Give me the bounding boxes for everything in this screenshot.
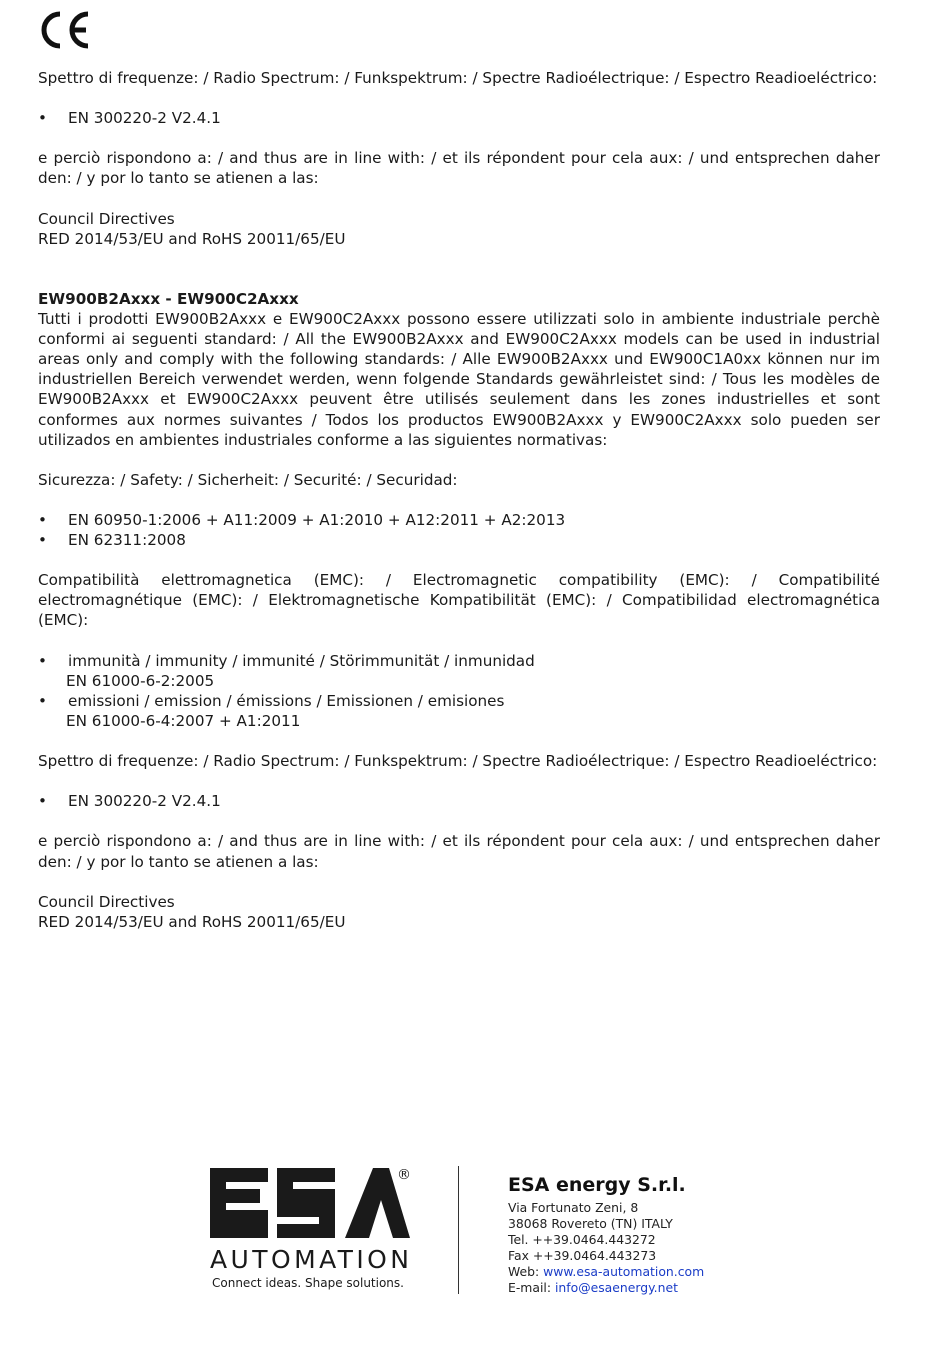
email-label: E-mail: bbox=[508, 1279, 555, 1295]
emc-list bbox=[38, 651, 880, 731]
directives-text: RED 2014/53/EU and RoHS 20011/65/EU bbox=[38, 229, 346, 248]
logo-tagline: Connect ideas. Shape solutions. bbox=[212, 1276, 404, 1290]
registered-mark: ® bbox=[397, 1167, 411, 1183]
safety-title: Sicurezza: / Safety: / Sicherheit: / Securité: / Securidad: bbox=[38, 470, 458, 489]
web-label: Web: bbox=[508, 1263, 544, 1279]
conformity-statement: e perciò rispondono a: / and thus are in line with: / et ils répondent pour cela aux: / und entsprechen daher den: / y por lo tanto se atienen a las: bbox=[38, 832, 880, 871]
phone: Tel. ++39.0464.443272 bbox=[508, 1231, 656, 1247]
logo-word: AUTOMATION bbox=[210, 1245, 410, 1274]
list-item: • EN 300220-2 V2.4.1 bbox=[38, 791, 880, 811]
directives-title: Council Directives bbox=[38, 209, 175, 228]
company-address bbox=[508, 1200, 704, 1295]
website-link[interactable]: www.esa-automation.com bbox=[543, 1263, 705, 1279]
address-line: Via Fortunato Zeni, 8 bbox=[508, 1200, 639, 1215]
emc-label: emissioni / emission / émissions / Emissionen / emisiones bbox=[68, 691, 505, 710]
directives-text: RED 2014/53/EU and RoHS 20011/65/EU bbox=[38, 912, 346, 931]
footer bbox=[205, 1160, 765, 1300]
ce-mark-icon bbox=[38, 8, 94, 50]
conformity-statement: e perciò rispondono a: / and thus are in line with: / et ils répondent pour cela aux: / und entsprechen daher den: / y por lo tanto se atienen a las: bbox=[38, 149, 880, 188]
emc-label: immunità / immunity / immunité / Störimmunität / inmunidad bbox=[68, 651, 535, 670]
radio-spectrum-intro: Spettro di frequenze: / Radio Spectrum: / Funkspektrum: / Spectre Radioélectrique: / Espectro Readioeléctrico: bbox=[38, 69, 878, 87]
list-item: • EN 300220-2 V2.4.1 bbox=[38, 108, 880, 128]
radio-spectrum-intro: Spettro di frequenze: / Radio Spectrum: / Funkspektrum: / Spectre Radioélectrique: / Espectro Readioeléctrico: bbox=[38, 752, 878, 771]
emc-standard: EN 61000-6-2:2005 bbox=[66, 671, 215, 690]
list-item: • EN 60950-1:2006 + A11:2009 + A1:2010 + A12:2011 + A2:2013 bbox=[38, 510, 880, 530]
company-name: ESA energy S.r.l. bbox=[508, 1174, 686, 1196]
radio-spectrum-list bbox=[38, 108, 880, 128]
product-heading: EW900B2Axxx - EW900C2Axxx bbox=[38, 289, 299, 308]
list-item bbox=[38, 651, 880, 671]
address-line: 38068 Rovereto (TN) ITALY bbox=[508, 1215, 673, 1231]
emc-standard: EN 61000-6-4:2007 + A1:2011 bbox=[66, 711, 301, 730]
list-item bbox=[38, 691, 880, 711]
web-row bbox=[508, 1264, 704, 1280]
list-item: • EN 62311:2008 bbox=[38, 530, 880, 550]
email-link[interactable]: info@esaenergy.net bbox=[554, 1279, 678, 1295]
radio-spectrum-list bbox=[38, 791, 880, 811]
document-body bbox=[38, 68, 880, 952]
email-row bbox=[508, 1280, 704, 1296]
emc-title: Compatibilità elettromagnetica (EMC): / Electromagnetic compatibility (EMC): / Compatibilité electromagnétique (EMC): / Elektromagnetische Kompatibilität (EMC): / Compatibilidad electromagnética (EMC): bbox=[38, 571, 880, 630]
footer-divider bbox=[458, 1166, 459, 1294]
safety-list bbox=[38, 510, 880, 550]
esa-automation-logo bbox=[205, 1160, 420, 1295]
directives-title: Council Directives bbox=[38, 892, 175, 911]
product-intro: Tutti i prodotti EW900B2Axxx e EW900C2Axxx possono essere utilizzati solo in ambiente industriale perchè conformi ai seguenti standard: / All the EW900B2Axxx and EW900C2Axxx models can be used in industrial areas only and comply with the following standards: / Alle EW900B2Axxx und EW900C1A0xx können nur im industriellen Bereich verwendet werden, wenn folgende Standards gewährleistet sind: / Tous les modèles de EW900B2Axxx et EW900C2Axxx peuvent être utilisés seulement dans les zones industrielles et sont conformes aux normes suivantes / Todos los productos EW900B2Axxx y EW900C2Axxx solo pueden ser utilizados en ambientes industriales conforme a las siguientes normativas: bbox=[38, 310, 880, 449]
fax: Fax ++39.0464.443273 bbox=[508, 1247, 657, 1263]
